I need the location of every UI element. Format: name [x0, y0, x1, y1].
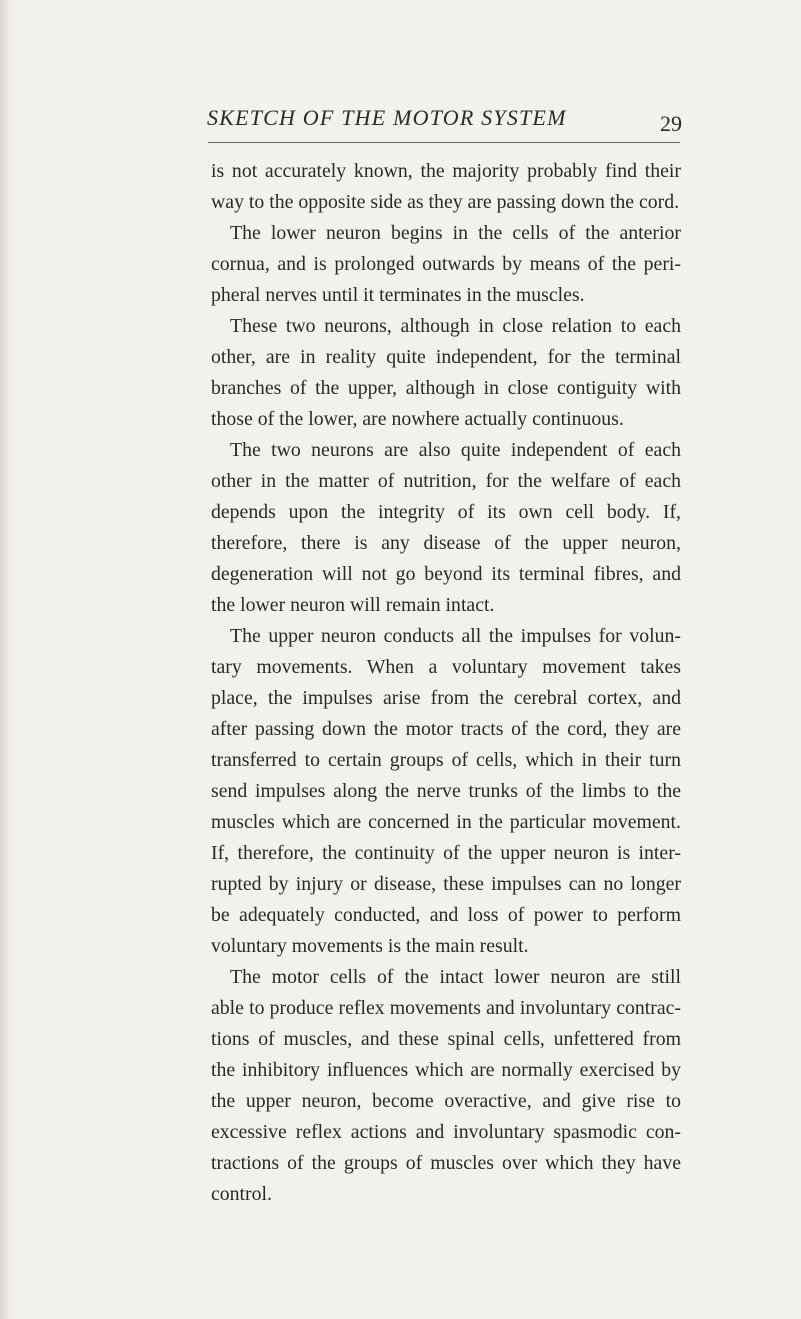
text-line: therefore, there is any disease of the upper neuron,	[211, 532, 681, 554]
text-line: the lower neuron will remain intact.	[211, 594, 495, 616]
text-line: The motor cells of the intact lower neuron are still	[230, 966, 681, 988]
text-line: way to the opposite side as they are passing down the cord.	[211, 191, 680, 213]
text-line: send impulses along the nerve trunks of the limbs to the	[211, 780, 681, 802]
text-line: rupted by injury or disease, these impulses can no longer	[211, 873, 681, 895]
text-line: branches of the upper, although in close contiguity with	[211, 377, 681, 399]
text-line: place, the impulses arise from the cerebral cortex, and	[211, 687, 681, 709]
header-rule	[208, 142, 680, 143]
text-line: those of the lower, are nowhere actually continuous.	[211, 408, 624, 430]
text-line: The two neurons are also quite independent of each	[230, 439, 681, 461]
text-line: tions of muscles, and these spinal cells, unfettered from	[211, 1028, 681, 1050]
text-line: the inhibitory influences which are normally exercised by	[211, 1059, 681, 1081]
text-line: The upper neuron conducts all the impulses for volun-	[230, 625, 681, 647]
text-line: cornua, and is prolonged outwards by means of the peri-	[211, 253, 681, 275]
text-line: control.	[211, 1183, 272, 1205]
text-line: The lower neuron begins in the cells of the anterior	[230, 222, 681, 244]
text-line: is not accurately known, the majority probably find their	[211, 160, 681, 182]
text-line: If, therefore, the continuity of the upper neuron is inter-	[211, 842, 681, 864]
text-line: muscles which are concerned in the particular movement.	[211, 811, 681, 833]
text-line: other, are in reality quite independent, for the terminal	[211, 346, 681, 368]
text-line: tary movements. When a voluntary movement takes	[211, 656, 681, 678]
page-gutter-shadow	[0, 0, 14, 1319]
text-line: voluntary movements is the main result.	[211, 935, 529, 957]
text-line: tractions of the groups of muscles over which they have	[211, 1152, 681, 1174]
text-line: excessive reflex actions and involuntary spasmodic con-	[211, 1121, 681, 1143]
running-header: SKETCH OF THE MOTOR SYSTEM	[207, 105, 567, 130]
text-line: able to produce reflex movements and involuntary contrac-	[211, 997, 681, 1019]
text-line: These two neurons, although in close relation to each	[230, 315, 681, 337]
page-number: 29	[660, 111, 682, 136]
text-line: pheral nerves until it terminates in the muscles.	[211, 284, 585, 306]
text-line: be adequately conducted, and loss of power to perform	[211, 904, 681, 926]
text-line: the upper neuron, become overactive, and give rise to	[211, 1090, 681, 1112]
text-line: after passing down the motor tracts of the cord, they are	[211, 718, 681, 740]
body-text	[211, 156, 681, 1210]
text-line: depends upon the integrity of its own cell body. If,	[211, 501, 681, 523]
text-line: degeneration will not go beyond its terminal fibres, and	[211, 563, 681, 585]
text-line: other in the matter of nutrition, for the welfare of each	[211, 470, 681, 492]
text-line: transferred to certain groups of cells, which in their turn	[211, 749, 681, 771]
